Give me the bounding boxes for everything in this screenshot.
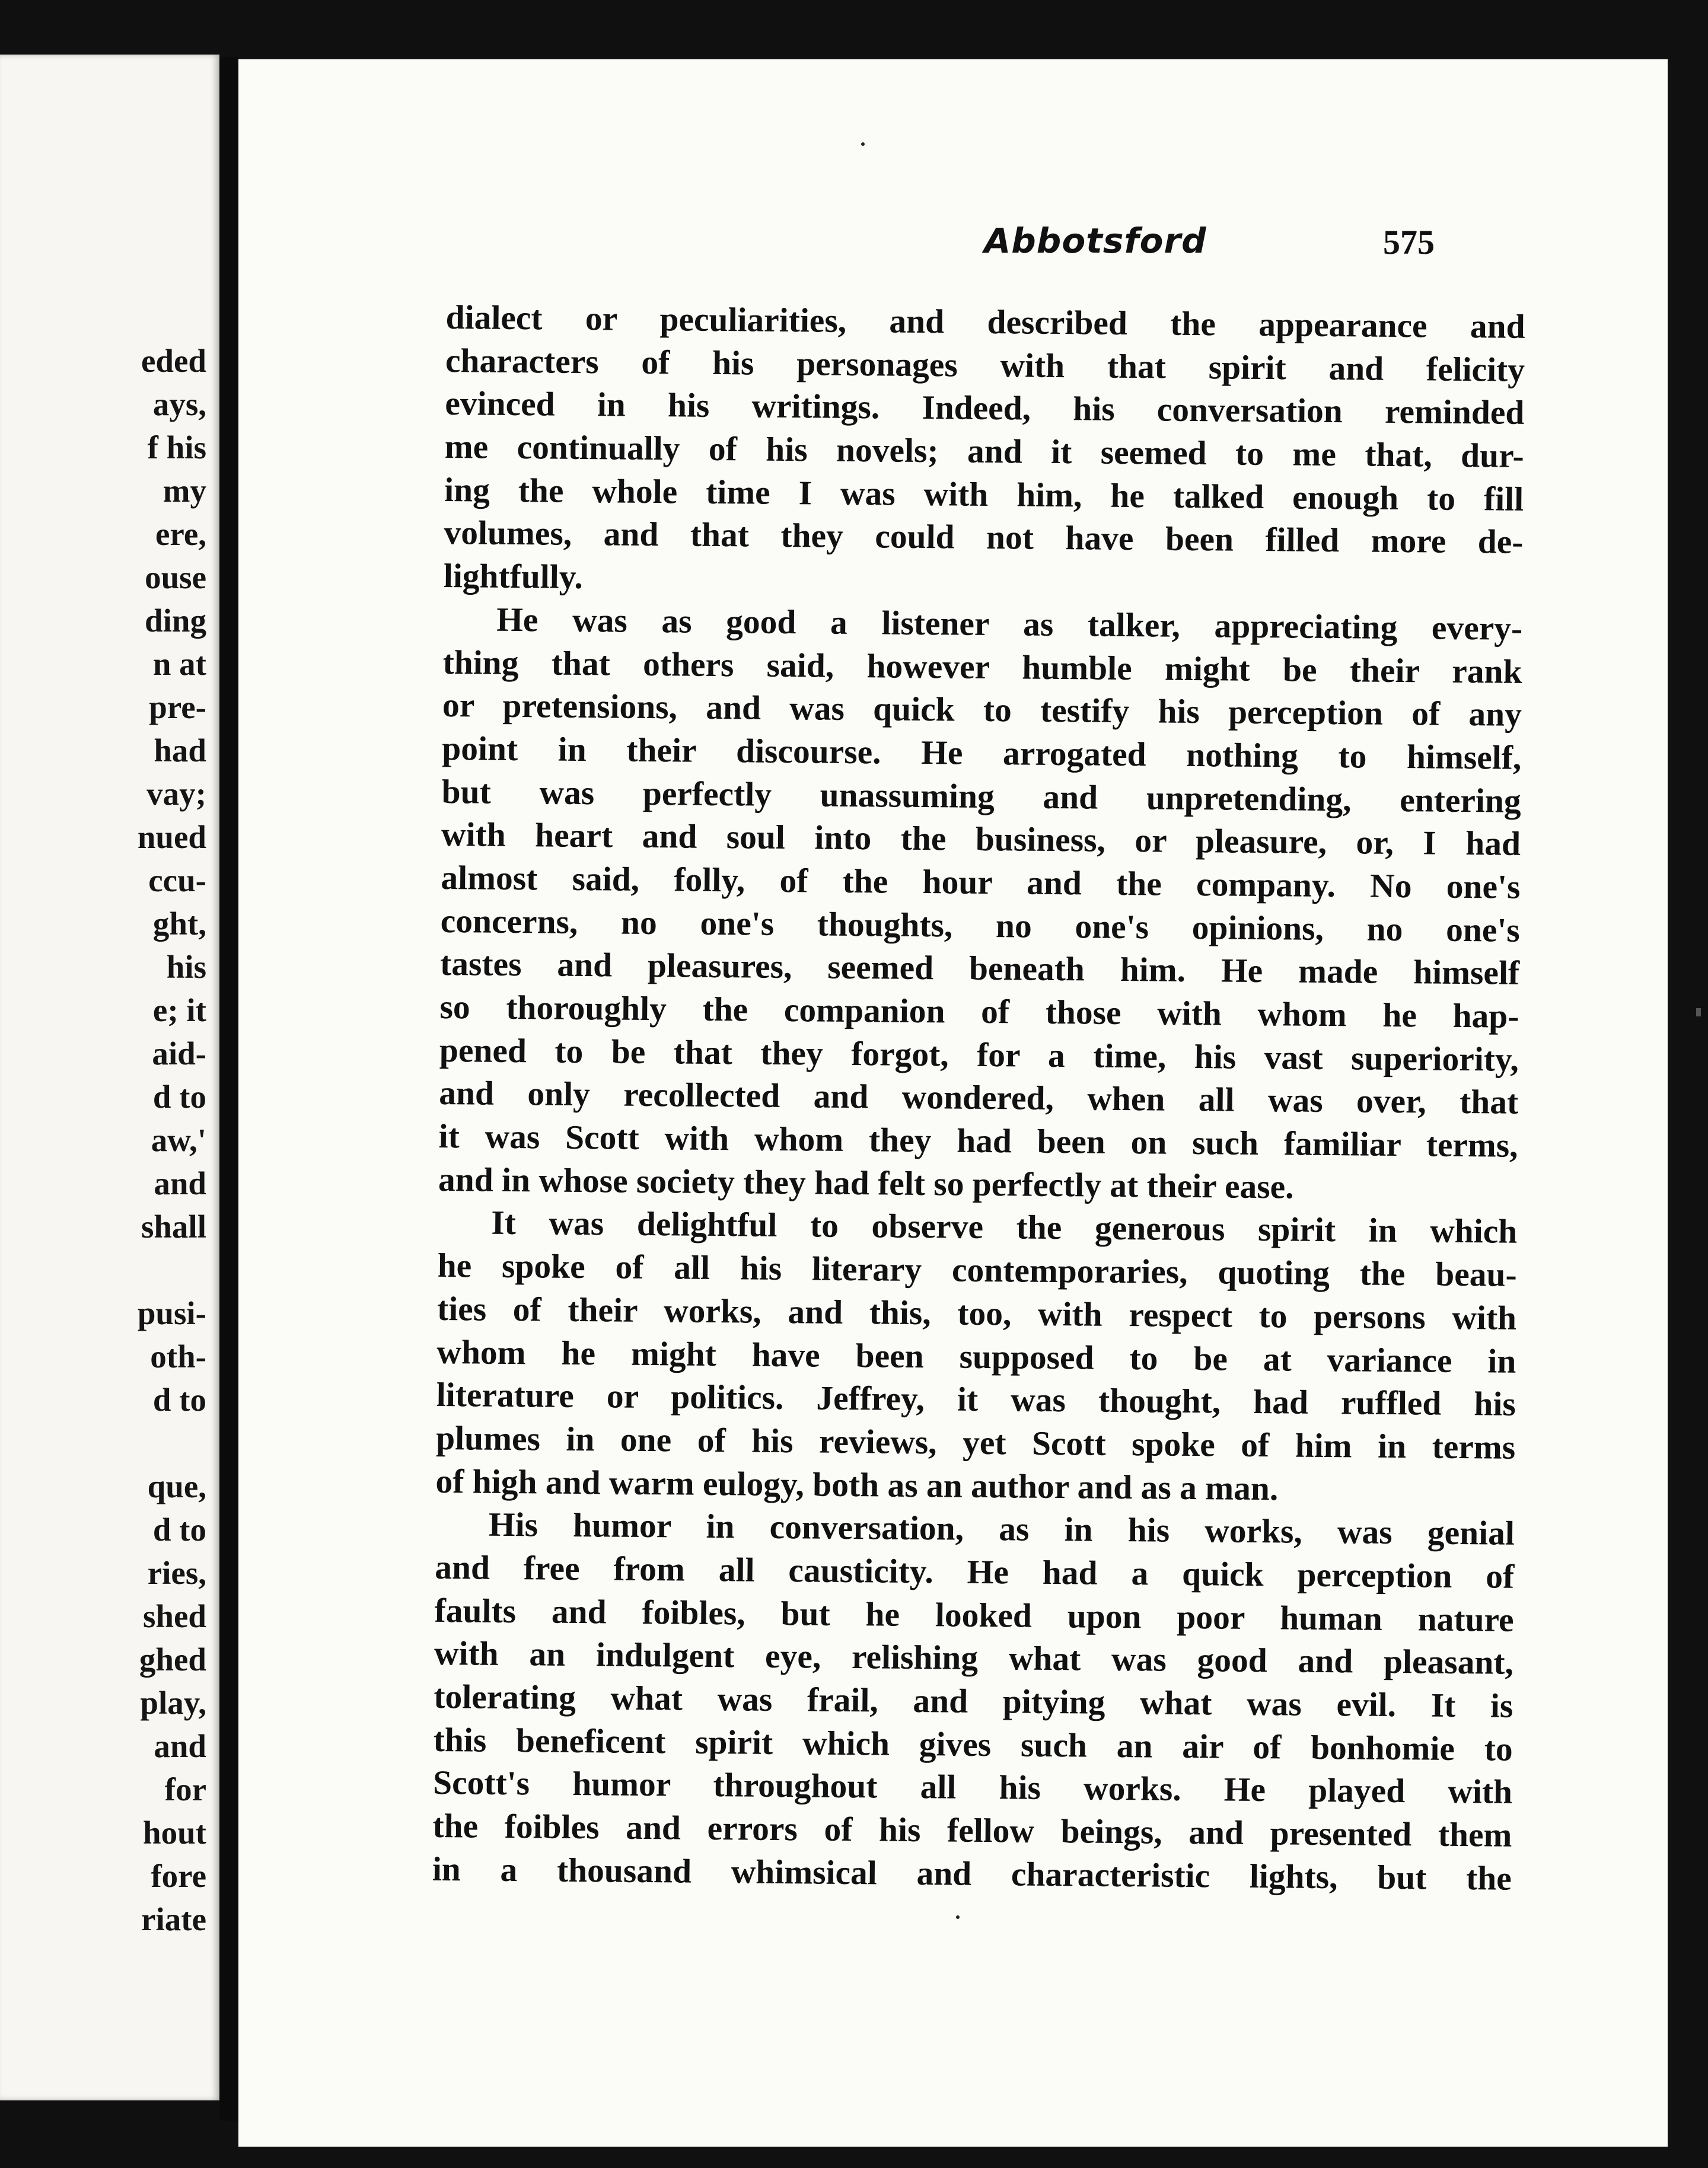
text-line: literature or politics. Jeffrey, it was thought, had ruffled his xyxy=(436,1376,1516,1423)
body-text xyxy=(432,296,1525,1901)
text-line: and free from all causticity. He had a quick perception of xyxy=(435,1548,1515,1596)
left-fragment: aw,' xyxy=(151,1122,206,1158)
text-line: of high and warm eulogy, both as an author and as a man. xyxy=(435,1462,1279,1507)
left-fragment: nued xyxy=(137,819,206,855)
left-page-fragments xyxy=(138,339,206,1941)
text-line: me continually of his novels; and it seemed to me that, dur- xyxy=(444,428,1524,475)
left-fragment: d to xyxy=(152,1512,206,1548)
left-fragment: oth- xyxy=(150,1338,206,1375)
text-line: it was Scott with whom they had been on such familiar terms, xyxy=(438,1118,1518,1165)
text-line: tolerating what was frail, and pitying what was evil. It is xyxy=(434,1678,1513,1725)
text-line: evinced in his writings. Indeed, his conversation reminded xyxy=(445,385,1525,432)
text-line: with an indulgent eye, relishing what was good and pleasant, xyxy=(434,1635,1514,1682)
book-gutter xyxy=(219,57,238,2121)
text-line: in a thousand whimsical and characteristic lights, but the xyxy=(432,1850,1512,1898)
left-fragment: eded xyxy=(141,343,206,379)
left-fragment: f his xyxy=(147,429,206,466)
left-fragment: ccu- xyxy=(148,862,206,898)
text-line: or pretensions, and was quick to testify his perception of any xyxy=(442,687,1522,734)
text-line: and only recollected and wondered, when all was over, that xyxy=(438,1075,1519,1122)
left-fragment: my xyxy=(162,473,206,509)
left-fragment: que, xyxy=(147,1468,206,1504)
page-number: 575 xyxy=(1383,223,1435,262)
left-fragment: d to xyxy=(152,1079,206,1115)
left-fragment: vay; xyxy=(146,776,206,812)
left-fragment: shall xyxy=(141,1209,206,1245)
left-fragment: had xyxy=(154,732,206,769)
text-line: so thoroughly the companion of those with whom he hap- xyxy=(439,988,1519,1035)
left-fragment: and xyxy=(154,1165,206,1201)
text-line: It was delightful to observe the generous spirit in which xyxy=(491,1204,1518,1251)
text-line: thing that others said, however humble might be their rank xyxy=(442,643,1522,691)
left-fragment: riate xyxy=(141,1901,206,1937)
left-fragment: his xyxy=(166,949,206,985)
left-fragment: pusi- xyxy=(137,1295,206,1331)
text-line: the foibles and errors of his fellow beings, and presented them xyxy=(432,1807,1512,1854)
left-fragment: ght, xyxy=(152,906,206,942)
text-line: Scott's humor throughout all his works. He played with xyxy=(432,1764,1513,1812)
running-head: Abbotsford xyxy=(984,221,1207,261)
text-line: dialect or peculiarities, and described the appearance and xyxy=(445,298,1525,346)
text-line: ing the whole time I was with him, he talked enough to fill xyxy=(444,471,1524,518)
text-line: point in their discourse. He arrogated nothing to himself, xyxy=(442,729,1522,777)
text-line: faults and foibles, but he looked upon poor human nature xyxy=(434,1592,1514,1639)
left-fragment: ere, xyxy=(155,516,206,552)
text-line: with heart and soul into the business, or pleasure, or, I had xyxy=(441,816,1521,863)
text-line: He was as good a listener as talker, appreciating every- xyxy=(496,601,1523,648)
left-fragment: e; it xyxy=(152,992,206,1028)
left-fragment: pre- xyxy=(149,689,206,725)
text-line: His humor in conversation, as in his works, was genial xyxy=(488,1506,1515,1553)
left-fragment: shed xyxy=(143,1598,206,1634)
left-fragment: ghed xyxy=(139,1641,206,1678)
speck-mark xyxy=(956,1915,960,1919)
text-line: tastes and pleasures, seemed beneath him. He made himself xyxy=(439,945,1520,993)
text-line: volumes, and that they could not have been filled more de- xyxy=(444,514,1524,562)
text-line: this beneficent spirit which gives such an air of bonhomie to xyxy=(433,1721,1513,1768)
left-fragment: and xyxy=(154,1728,206,1764)
left-fragment: ries, xyxy=(147,1555,206,1591)
text-line: lightfully. xyxy=(443,557,584,597)
left-fragment: n at xyxy=(152,646,206,682)
text-line: concerns, no one's thoughts, no one's opinions, no one's xyxy=(440,902,1521,949)
text-line: whom he might have been supposed to be at variance in xyxy=(436,1333,1516,1380)
text-line: ties of their works, and this, too, with respect to persons with xyxy=(436,1290,1517,1337)
edge-speck xyxy=(1696,1008,1701,1016)
left-fragment: ays, xyxy=(152,386,206,422)
left-fragment xyxy=(138,1421,206,1465)
left-fragment: fore xyxy=(151,1858,206,1894)
text-line: but was perfectly unassuming and unpretending, entering xyxy=(441,773,1521,820)
right-page xyxy=(238,59,1668,2147)
speck-mark xyxy=(861,142,865,146)
text-line: he spoke of all his literary contemporaries, quoting the beau- xyxy=(437,1247,1517,1294)
left-fragment: for xyxy=(164,1771,206,1807)
text-line: characters of his personages with that spirit and felicity xyxy=(445,342,1525,389)
left-fragment: play, xyxy=(140,1685,206,1721)
left-fragment xyxy=(138,1248,206,1292)
left-fragment: d to xyxy=(152,1382,206,1418)
text-line: almost said, folly, of the hour and the company. No one's xyxy=(441,859,1521,906)
left-page xyxy=(0,55,219,2100)
text-line: plumes in one of his reviews, yet Scott spoke of him in terms xyxy=(435,1419,1516,1466)
text-line: pened to be that they forgot, for a time, his vast superiority, xyxy=(439,1031,1519,1079)
left-fragment: hout xyxy=(143,1815,206,1851)
left-fragment: ding xyxy=(145,602,206,639)
left-fragment: aid- xyxy=(152,1035,206,1072)
left-fragment: ouse xyxy=(145,559,206,595)
text-line: and in whose society they had felt so perfectly at their ease. xyxy=(438,1160,1294,1206)
